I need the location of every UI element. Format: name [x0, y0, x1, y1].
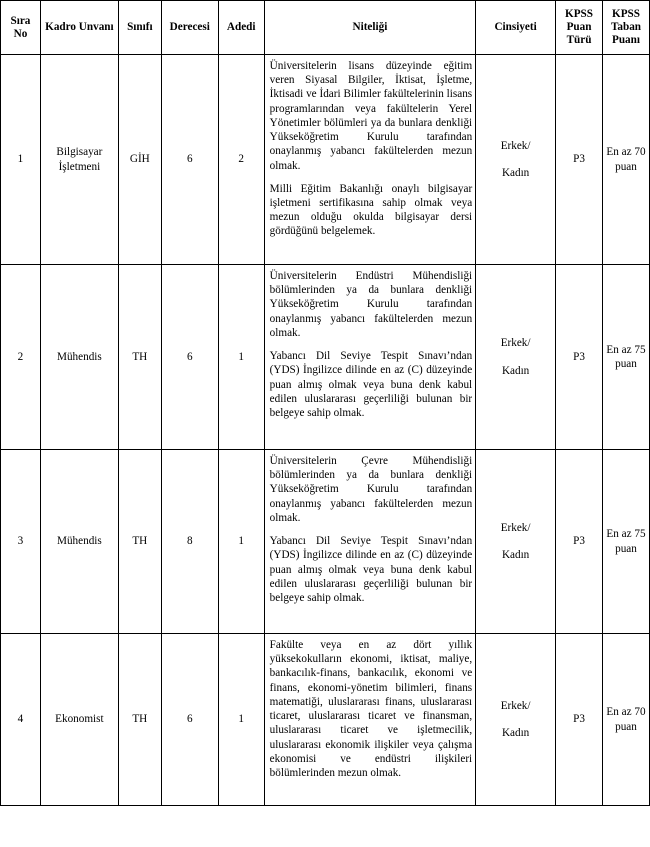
cinsiyet-line: Erkek/ [500, 139, 531, 152]
header-kpss-puan-turu: KPSS Puan Türü [556, 1, 603, 55]
nitelik-cell [264, 450, 476, 634]
header-cinsiyeti: Cinsiyeti [476, 1, 556, 55]
nitelik-paragraph: Üniversitelerin lisans düzeyinde eğitim veren Siyasal Bilgiler, İktisat, İşletme, İktisadi ve İdari Bilimler fakültelerinin lisans programlarından veya fakültelerin Yerel Yönetimler bölümleri ya da bunlara denkliği Yükseköğretim Kurulu tarafından onaylanmış yabancı fakültelerden mezun olmak. [269, 60, 473, 172]
cinsiyet-line: Kadın [501, 167, 530, 179]
cinsiyet-line: Kadın [501, 727, 530, 739]
sinif-cell: TH [118, 634, 161, 806]
unvan-cell: Bilgisayar İşletmeni [40, 55, 118, 265]
puan-turu-cell: P3 [556, 55, 603, 265]
taban-puan-cell: En az 70 puan [602, 55, 649, 265]
puan-turu-cell: P3 [556, 265, 603, 450]
table-row [1, 450, 650, 634]
cinsiyet-line: Erkek/ [500, 337, 531, 350]
taban-puan-cell: En az 75 puan [602, 265, 649, 450]
nitelik-paragraph: Yabancı Dil Seviye Tespit Sınavı’ndan (YDS) İngilizce dilinde en az (C) düzeyinde puan almış olmak veya buna denk kabul edilen uluslararası geçerliliği bulunan bir belgeye sahip olmak. [269, 350, 473, 419]
header-row [1, 1, 650, 55]
header-derecesi: Derecesi [161, 1, 218, 55]
header-kadro-unvani: Kadro Unvanı [40, 1, 118, 55]
sira-cell: 3 [1, 450, 41, 634]
nitelik-paragraph: Fakülte veya en az dört yıllık yüksekokulların ekonomi, iktisat, maliye, bankacılık-finans, bankacılık, ekonomi ve finans, ekonomi-yönetim bilimleri, finans matematiği, uluslararası finans, uluslararası ticaret, uluslararası ticaret ve finansman, uluslararası ticaret ve işletmecilik, uluslararası ekonomik ilişkiler veya çalışma ekonomisi ve endüstri ilişkileri bölümlerinden mezun olmak. [269, 639, 473, 779]
nitelik-cell [264, 265, 476, 450]
header-niteligi: Niteliği [264, 1, 476, 55]
cinsiyet-line: Kadın [501, 549, 530, 561]
nitelik-paragraph: Milli Eğitim Bakanlığı onaylı bilgisayar işletmeni sertifikasına sahip olmak veya mezun olduğu okulda bilgisayar dersi gördüğünü belgelemek. [269, 182, 473, 238]
adet-cell: 1 [218, 634, 264, 806]
derece-cell: 6 [161, 55, 218, 265]
adet-cell: 2 [218, 55, 264, 265]
sinif-cell: TH [118, 450, 161, 634]
derece-cell: 6 [161, 265, 218, 450]
header-kpss-taban-puani: KPSS Taban Puanı [602, 1, 649, 55]
sira-cell: 4 [1, 634, 41, 806]
cinsiyet-line: Erkek/ [500, 699, 531, 712]
nitelik-paragraph: Yabancı Dil Seviye Tespit Sınavı’ndan (YDS) İngilizce dilinde en az (C) düzeyinde puan almış olmak veya buna denk kabul edilen uluslararası geçerliliği bulunan bir belgeye sahip olmak. [269, 535, 473, 604]
nitelik-cell [264, 634, 476, 806]
cinsiyet-cell [476, 450, 556, 634]
table-row [1, 265, 650, 450]
nitelik-paragraph: Üniversitelerin Endüstri Mühendisliği bölümlerinden ya da bunlara denkliği Yükseköğretim Kurulu tarafından onaylanmış yabancı fakültelerden mezun olmak. [269, 270, 473, 339]
derece-cell: 8 [161, 450, 218, 634]
sira-cell: 2 [1, 265, 41, 450]
cinsiyet-cell [476, 634, 556, 806]
derece-cell: 6 [161, 634, 218, 806]
header-sinifi: Sınıfı [118, 1, 161, 55]
unvan-cell: Mühendis [40, 265, 118, 450]
cinsiyet-cell [476, 265, 556, 450]
unvan-cell: Ekonomist [40, 634, 118, 806]
cinsiyet-line: Erkek/ [500, 521, 531, 534]
taban-puan-cell: En az 75 puan [602, 450, 649, 634]
cinsiyet-line: Kadın [501, 364, 530, 377]
header-sira-no: Sıra No [1, 1, 41, 55]
table-row [1, 634, 650, 806]
puan-turu-cell: P3 [556, 450, 603, 634]
header-adedi: Adedi [218, 1, 264, 55]
nitelik-paragraph: Üniversitelerin Çevre Mühendisliği bölümlerinden ya da bunlara denkliği Yükseköğretim Kurulu tarafından onaylanmış yabancı fakültelerden mezun olmak. [269, 455, 473, 524]
adet-cell: 1 [218, 265, 264, 450]
adet-cell: 1 [218, 450, 264, 634]
cinsiyet-cell [476, 55, 556, 265]
sinif-cell: GİH [118, 55, 161, 265]
puan-turu-cell: P3 [556, 634, 603, 806]
unvan-cell: Mühendis [40, 450, 118, 634]
sira-cell: 1 [1, 55, 41, 265]
table-row [1, 55, 650, 265]
sinif-cell: TH [118, 265, 161, 450]
nitelik-cell [264, 55, 476, 265]
taban-puan-cell: En az 70 puan [602, 634, 649, 806]
